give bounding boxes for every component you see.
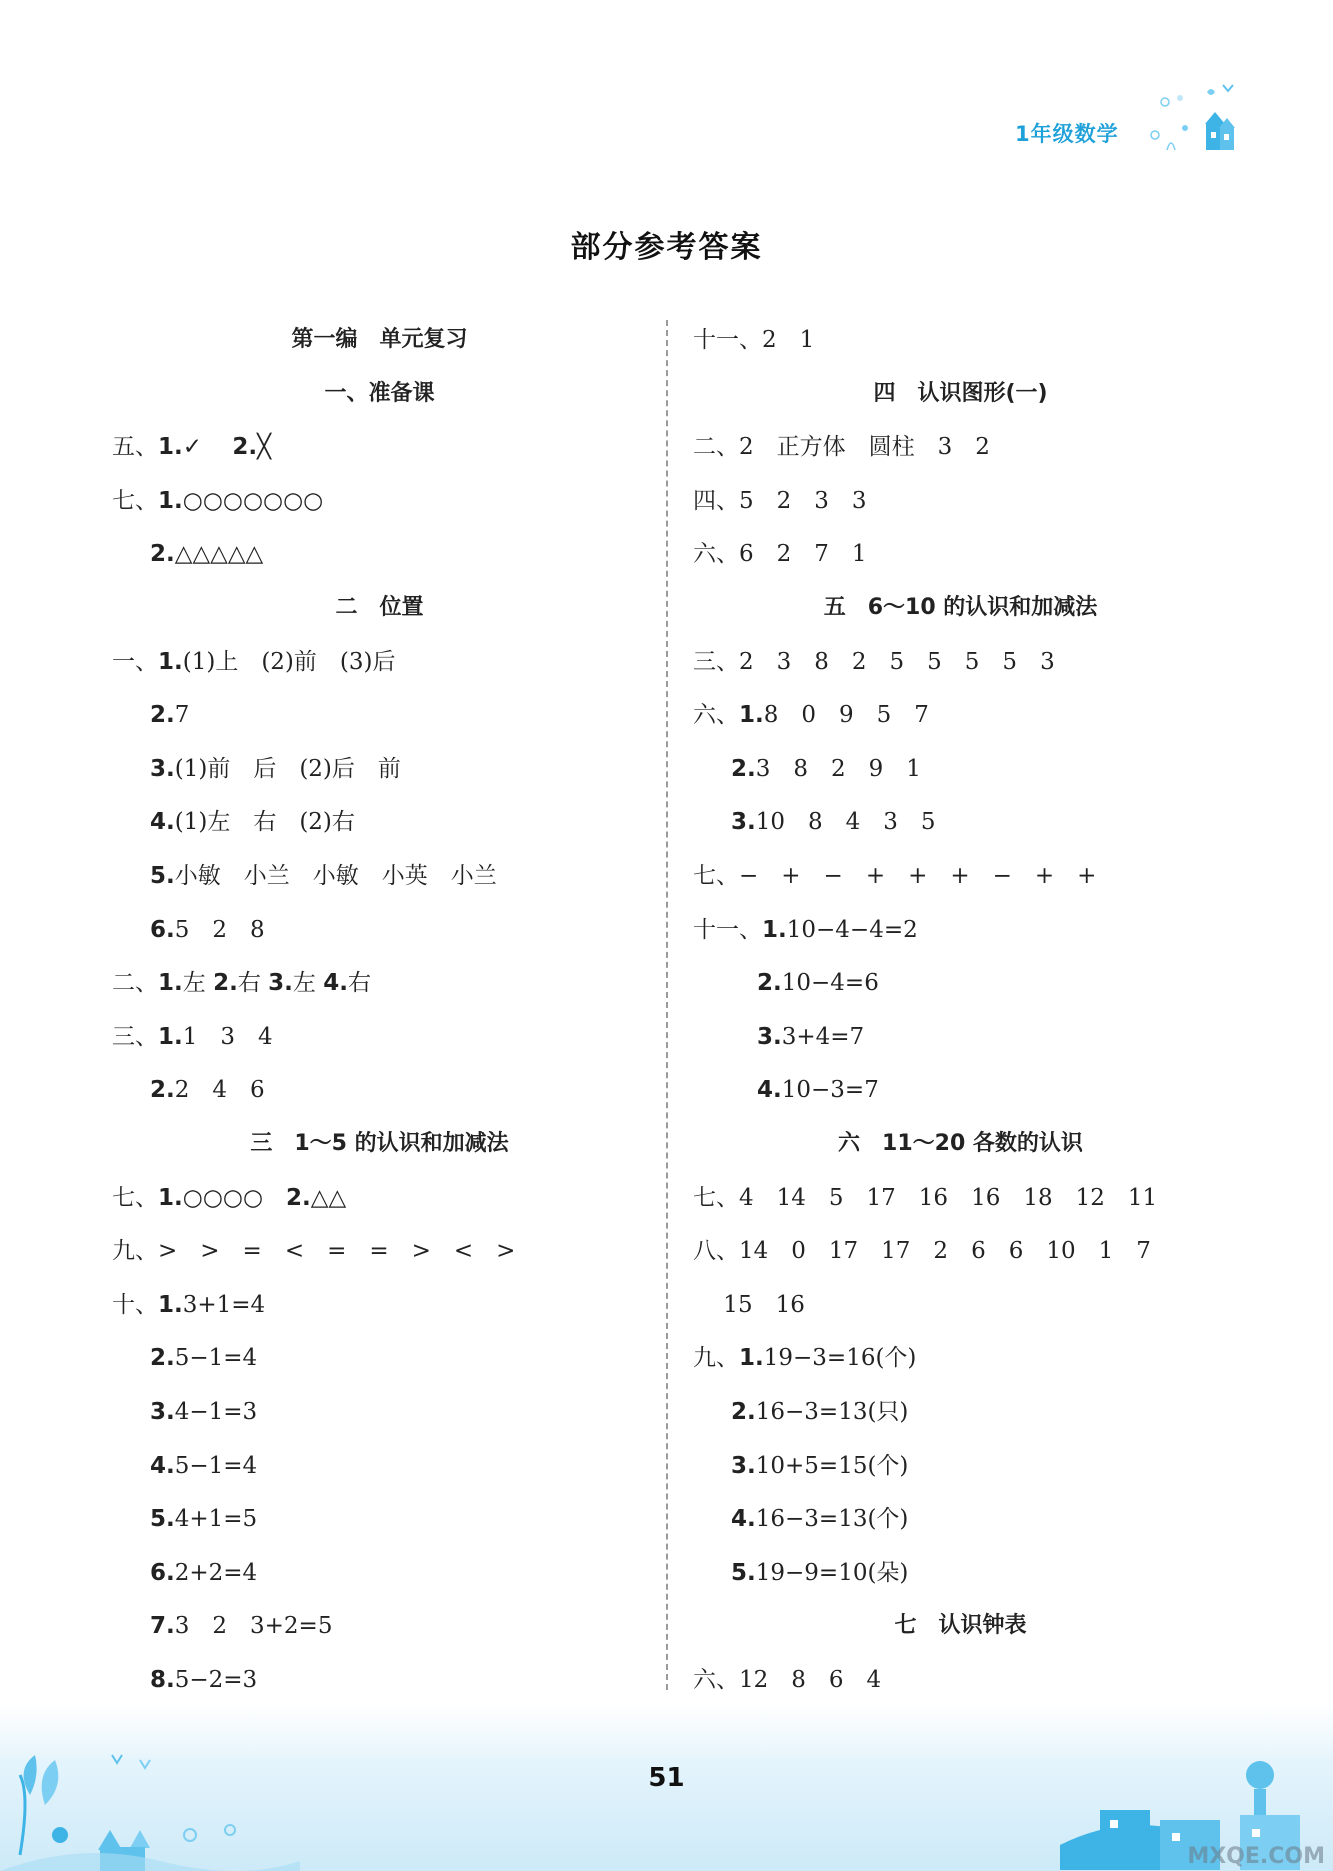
answer-line: 七、1.○○○○○○○ [112, 487, 324, 514]
answer-line: 2.7 [150, 702, 190, 729]
answer-line: 五、1.✓ 2.╳ [112, 434, 271, 461]
answer-line: 3.4−1=3 [150, 1399, 258, 1425]
answer-line: 六、1.8 0 9 5 7 [693, 702, 929, 729]
answer-line: 二、2 正方体 圆柱 3 2 [693, 434, 990, 461]
answer-line: 2.16−3=13(只) [731, 1399, 909, 1425]
answer-line: 八、14 0 17 17 2 6 6 10 1 7 [693, 1238, 1151, 1265]
answer-line: 7.3 2 3+2=5 [150, 1613, 333, 1640]
answer-line: 3.10+5=15(个) [731, 1452, 909, 1479]
answer-line: 一、1.(1)上 (2)前 (3)后 [112, 648, 396, 675]
answer-line: 二、1.左 2.右 3.左 4.右 [112, 970, 371, 997]
answer-line: 6.5 2 8 [150, 916, 265, 943]
answer-line: 3.(1)前 后 (2)后 前 [150, 755, 401, 782]
answer-line: 七、1.○○○○ 2.△△ [112, 1184, 347, 1211]
answer-line: 三、2 3 8 2 5 5 5 5 3 [693, 648, 1055, 675]
section-heading: 七 认识钟表 [894, 1613, 1027, 1639]
answer-line: 七、− + − + + + − + + [693, 863, 1097, 889]
page-number: 51 [648, 1763, 685, 1793]
answer-line: 十一、2 1 [693, 327, 815, 353]
answer-line: 5.小敏 小兰 小敏 小英 小兰 [150, 863, 497, 889]
answer-line: 3.3+4=7 [757, 1023, 865, 1050]
answer-line: 3.10 8 4 3 5 [731, 809, 936, 836]
answer-line: 4.5−1=4 [150, 1452, 258, 1479]
house-decoration-icon [1145, 80, 1245, 155]
watermark-text: MXQE.COM [1187, 1844, 1325, 1869]
grade-label: 1年级数学 [1015, 122, 1119, 146]
houses-decoration-icon [1040, 1735, 1333, 1871]
answer-line: 4.16−3=13(个) [731, 1506, 909, 1533]
flowers-decoration-icon [0, 1735, 300, 1871]
answer-line: 九、> > = < = = > < > [112, 1238, 516, 1265]
section-heading: 一、准备课 [324, 380, 435, 406]
answer-line: 十、1.3+1=4 [112, 1291, 266, 1318]
answer-line: 4.(1)左 右 (2)右 [150, 809, 355, 836]
section-heading: 四 认识图形(一) [873, 380, 1048, 406]
answer-line: 5.19−9=10(朵) [731, 1559, 909, 1586]
answer-line: 8.5−2=3 [150, 1667, 258, 1693]
answer-line: 三、1.1 3 4 [112, 1023, 273, 1050]
answer-line: 七、4 14 5 17 16 16 18 12 11 [693, 1184, 1158, 1211]
answer-line: 2.5−1=4 [150, 1345, 258, 1372]
answer-line: 2.10−4=6 [757, 970, 879, 997]
answer-line: 六、6 2 7 1 [693, 541, 867, 568]
answer-line: 2.3 8 2 9 1 [731, 755, 921, 782]
answer-line: 2.2 4 6 [150, 1077, 265, 1104]
section-heading: 五 6～10 的认识和加减法 [823, 595, 1098, 620]
answer-line: 九、1.19−3=16(个) [693, 1345, 917, 1372]
section-heading: 六 11～20 各数的认识 [838, 1131, 1083, 1156]
answer-line: 6.2+2=4 [150, 1559, 258, 1586]
answer-line: 2.△△△△△ [150, 541, 264, 568]
section-heading: 二 位置 [335, 595, 424, 620]
answer-line: 四、5 2 3 3 [693, 487, 867, 514]
page-title: 部分参考答案 [570, 230, 763, 265]
answer-line: 4.10−3=7 [757, 1077, 879, 1104]
answer-line: 十一、1.10−4−4=2 [693, 916, 918, 943]
answer-line: 六、12 8 6 4 [693, 1667, 882, 1693]
section-heading: 第一编 单元复习 [291, 327, 468, 352]
answer-line: 15 16 [693, 1291, 805, 1318]
column-divider [666, 320, 668, 1690]
answer-line: 5.4+1=5 [150, 1506, 258, 1533]
section-heading: 三 1～5 的认识和加减法 [250, 1131, 509, 1156]
